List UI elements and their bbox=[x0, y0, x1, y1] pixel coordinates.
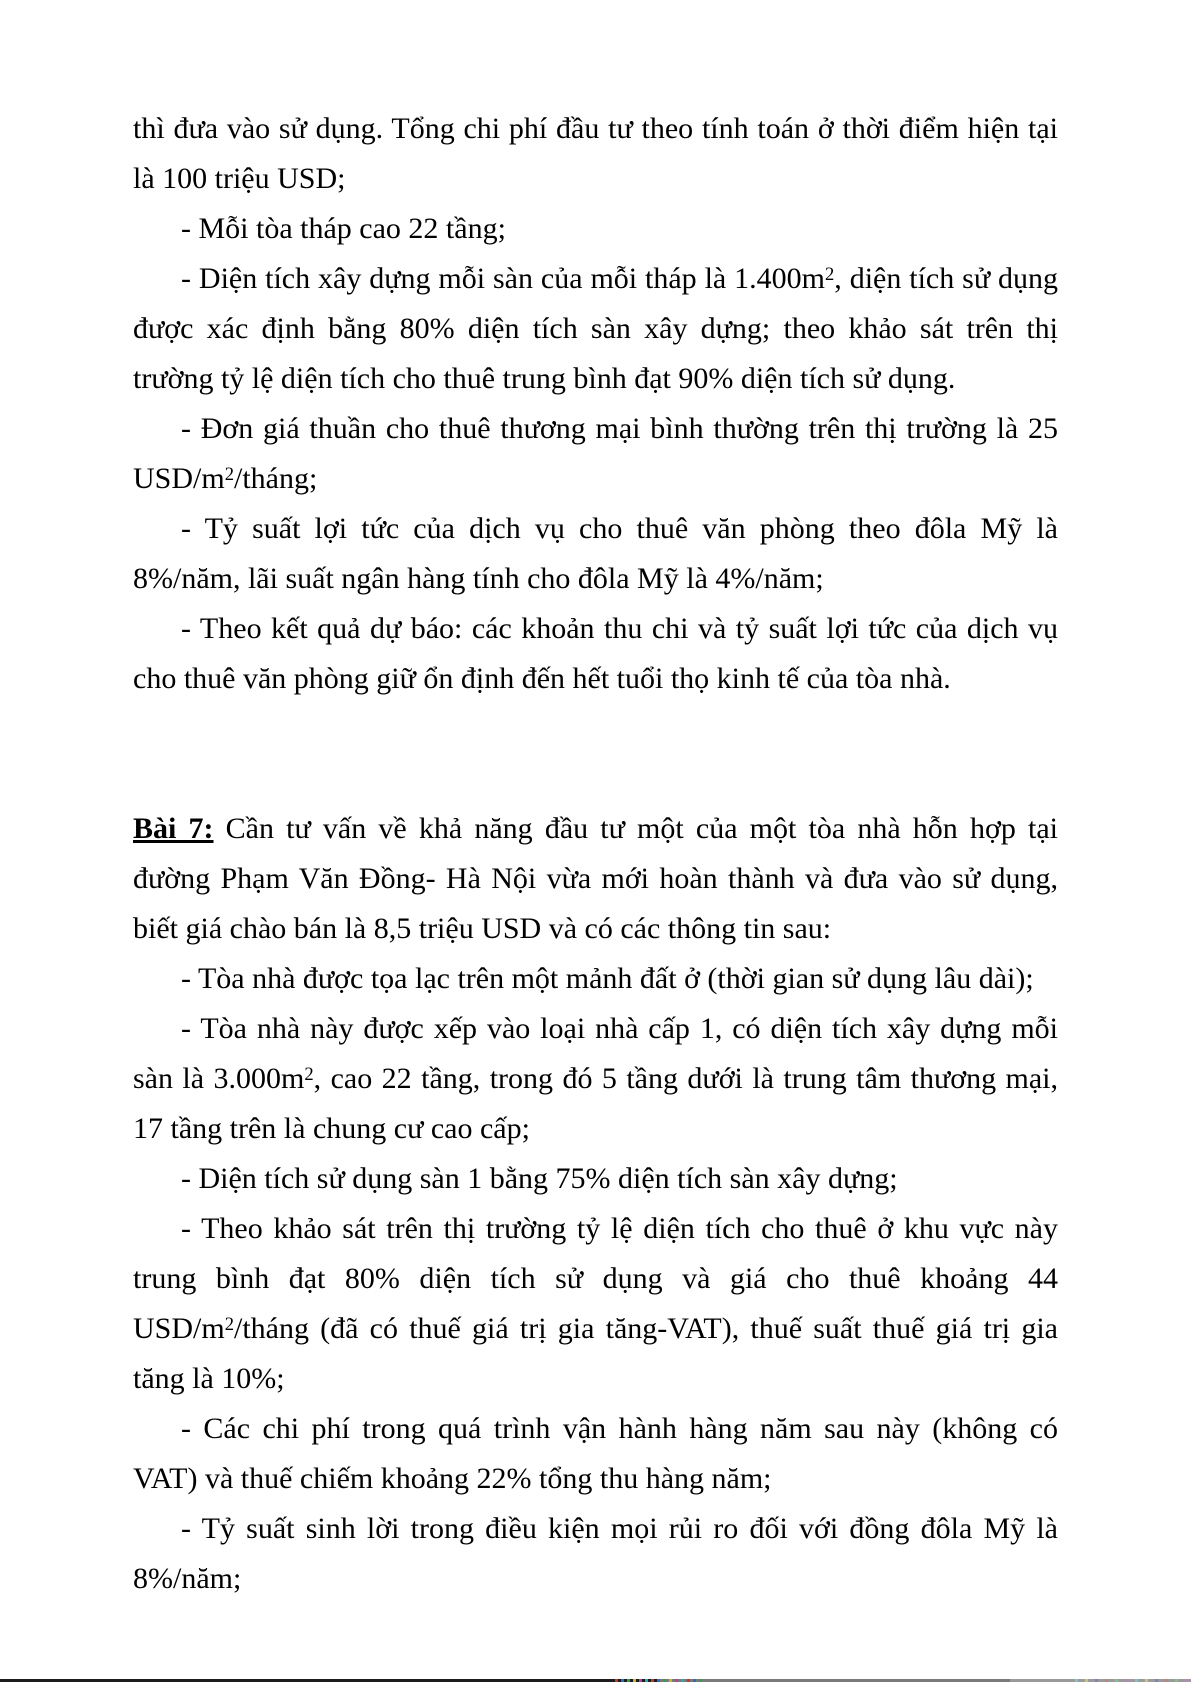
paragraph-2-segment-1: - Mỗi tòa tháp cao 22 tầng; bbox=[181, 212, 506, 245]
strip-segment-2 bbox=[660, 1679, 1010, 1682]
paragraph-12-segment-1: - Các chi phí trong quá trình vận hành hàng năm sau này (không có VAT) và thuế chiếm khoảng 22% tổng thu hàng năm; bbox=[133, 1412, 1058, 1495]
strip-speckle-16 bbox=[1075, 1679, 1078, 1682]
strip-speckle-26 bbox=[1175, 1679, 1178, 1682]
paragraph-9-segment-2: 2 bbox=[304, 1063, 314, 1085]
strip-speckle-14 bbox=[693, 1679, 696, 1682]
strip-segment-3 bbox=[1010, 1679, 1191, 1682]
paragraph-5 bbox=[133, 504, 1058, 604]
paragraph-8 bbox=[133, 954, 1058, 1004]
paragraph-9-segment-1: - Tòa nhà này được xếp vào loại nhà cấp 1, có diện tích xây dựng mỗi sàn là 3.000m bbox=[133, 1012, 1058, 1095]
paragraph-9-segment-3: , cao 22 tầng, trong đó 5 tầng dưới là trung tâm thương mại, 17 tầng trên là chung cư cao cấp; bbox=[133, 1062, 1058, 1145]
screen-edge-strip bbox=[0, 1678, 1191, 1685]
paragraph-2 bbox=[133, 204, 1058, 254]
paragraph-1-segment-1: thì đưa vào sử dụng. Tổng chi phí đầu tư theo tính toán ở thời điểm hiện tại là 100 triệu USD; bbox=[133, 112, 1058, 195]
paragraph-8-segment-1: - Tòa nhà được tọa lạc trên một mảnh đất ở (thời gian sử dụng lâu dài); bbox=[181, 962, 1034, 995]
strip-speckle-18 bbox=[1095, 1679, 1098, 1682]
strip-speckle-24 bbox=[1155, 1679, 1158, 1682]
paragraph-3-segment-1: - Diện tích xây dựng mỗi sàn của mỗi tháp là 1.400m bbox=[181, 262, 825, 295]
strip-speckle-10 bbox=[669, 1679, 672, 1682]
paragraph-13-segment-1: - Tỷ suất sinh lời trong điều kiện mọi rủi ro đối với đồng đôla Mỹ là 8%/năm; bbox=[133, 1512, 1058, 1595]
strip-speckle-21 bbox=[1125, 1679, 1128, 1682]
strip-speckle-5 bbox=[639, 1679, 642, 1682]
paragraph-4-segment-1: - Đơn giá thuần cho thuê thương mại bình thường trên thị trường là 25 USD/m bbox=[133, 412, 1058, 495]
paragraph-3-segment-2: 2 bbox=[824, 263, 835, 285]
paragraph-4-segment-2: 2 bbox=[224, 463, 234, 485]
strip-speckle-6 bbox=[645, 1679, 648, 1682]
paragraph-13 bbox=[133, 1504, 1058, 1604]
strip-speckle-4 bbox=[633, 1679, 636, 1682]
strip-speckle-22 bbox=[1135, 1679, 1138, 1682]
strip-speckle-2 bbox=[621, 1679, 624, 1682]
strip-speckle-9 bbox=[663, 1679, 666, 1682]
paragraph-11 bbox=[133, 1204, 1058, 1404]
paragraph-6-segment-1: - Theo kết quả dự báo: các khoản thu chi và tỷ suất lợi tức của dịch vụ cho thuê văn phòng giữ ổn định đến hết tuổi thọ kinh tế của tòa nhà. bbox=[133, 612, 1058, 695]
strip-speckle-20 bbox=[1115, 1679, 1118, 1682]
paragraph-4-segment-3: /tháng; bbox=[233, 462, 318, 495]
strip-speckle-11 bbox=[675, 1679, 678, 1682]
paragraph-4 bbox=[133, 404, 1058, 504]
document-body bbox=[133, 104, 1058, 1604]
paragraph-5-segment-1: - Tỷ suất lợi tức của dịch vụ cho thuê văn phòng theo đôla Mỹ là 8%/năm, lãi suất ngân hàng tính cho đôla Mỹ là 4%/năm; bbox=[133, 512, 1058, 595]
paragraph-10-segment-1: - Diện tích sử dụng sàn 1 bằng 75% diện tích sàn xây dựng; bbox=[181, 1162, 898, 1195]
strip-speckle-13 bbox=[687, 1679, 690, 1682]
paragraph-11-segment-1: - Theo khảo sát trên thị trường tỷ lệ diện tích cho thuê ở khu vực này trung bình đạt 80% diện tích sử dụng và giá cho thuê khoảng 44 USD/m bbox=[133, 1212, 1058, 1345]
strip-speckle-27 bbox=[1185, 1679, 1188, 1682]
strip-speckle-8 bbox=[657, 1679, 660, 1682]
paragraph-7 bbox=[133, 804, 1058, 954]
strip-speckle-1 bbox=[615, 1679, 618, 1682]
paragraph-6 bbox=[133, 604, 1058, 704]
strip-speckle-17 bbox=[1085, 1679, 1088, 1682]
paragraph-10 bbox=[133, 1154, 1058, 1204]
paragraph-3 bbox=[133, 254, 1058, 404]
paragraph-11-segment-2: 2 bbox=[224, 1313, 234, 1335]
strip-speckle-7 bbox=[651, 1679, 654, 1682]
strip-speckle-19 bbox=[1105, 1679, 1108, 1682]
strip-speckle-25 bbox=[1165, 1679, 1168, 1682]
paragraph-12 bbox=[133, 1404, 1058, 1504]
strip-speckle-15 bbox=[699, 1679, 702, 1682]
paragraph-7-segment-2: Cần tư vấn về khả năng đầu tư một của một tòa nhà hỗn hợp tại đường Phạm Văn Đồng- Hà Nội vừa mới hoàn thành và đưa vào sử dụng, biết giá chào bán là 8,5 triệu USD và có các thông tin sau: bbox=[133, 812, 1058, 945]
paragraph-9 bbox=[133, 1004, 1058, 1154]
paragraph-7-segment-1: Bài 7: bbox=[133, 812, 214, 845]
strip-speckle-12 bbox=[681, 1679, 684, 1682]
strip-speckle-3 bbox=[627, 1679, 630, 1682]
strip-segment-1 bbox=[0, 1679, 660, 1682]
paragraph-1 bbox=[133, 104, 1058, 204]
strip-speckle-23 bbox=[1145, 1679, 1148, 1682]
paragraph-3-segment-3: , diện tích sử dụng được xác định bằng 80% diện tích sàn xây dựng; theo khảo sát trên thị trường tỷ lệ diện tích cho thuê trung bình đạt 90% diện tích sử dụng. bbox=[133, 262, 1058, 395]
paragraph-11-segment-3: /tháng (đã có thuế giá trị gia tăng-VAT), thuế suất thuế giá trị gia tăng là 10%; bbox=[133, 1312, 1058, 1395]
